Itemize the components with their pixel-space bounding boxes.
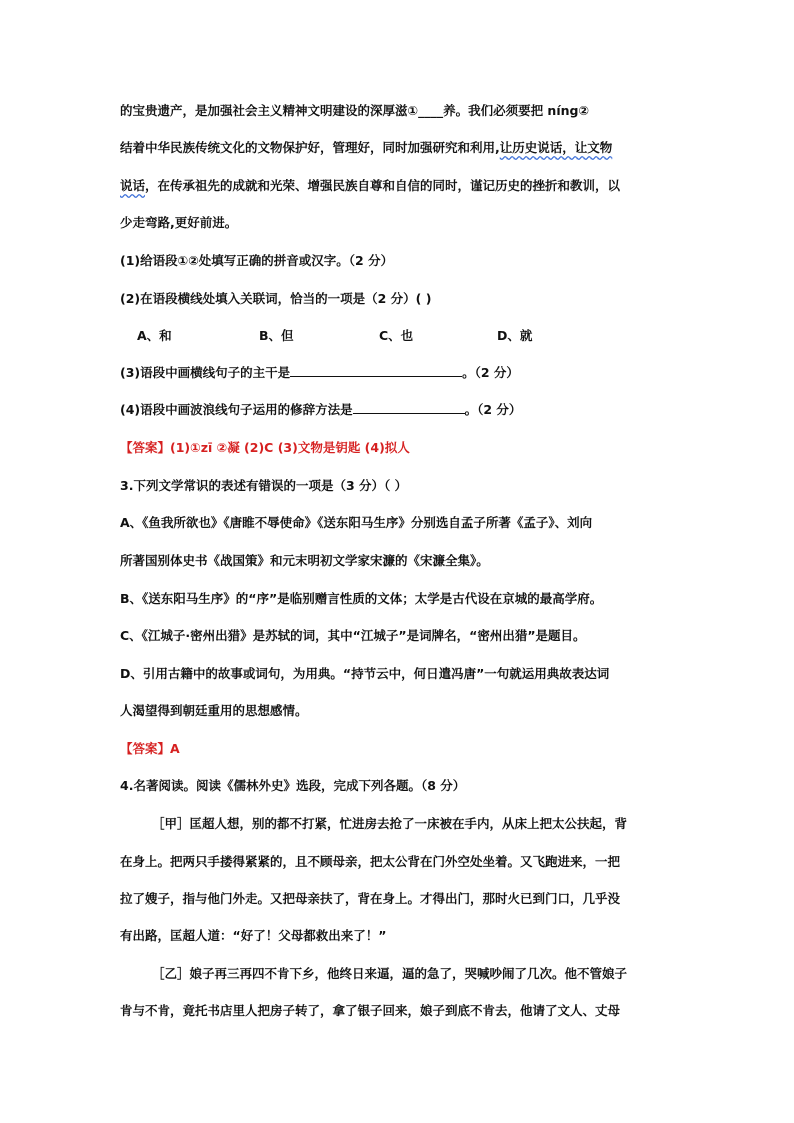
question-2-sub-1: (1)给语段①②处填写正确的拼音或汉字。（2 分）	[120, 253, 394, 268]
passage-line-4: 少走弯路,更好前进。	[120, 215, 238, 230]
question-3-option-c: C、《江城子·密州出猎》是苏轼的词，其中“江城子”是词牌名，“密州出猎”是题目。	[120, 628, 586, 643]
answer-blank-3[interactable]	[290, 364, 462, 377]
sub-4-prefix: (4)语段中画波浪线句子运用的修辞方法是	[120, 402, 353, 417]
option-b: B、但	[259, 328, 294, 343]
option-d: D、就	[497, 328, 533, 343]
question-3-option-a-line-2: 所著国别体史书《战国策》和元末明初文学家宋濂的《宋濂全集》。	[120, 553, 489, 568]
sub-3-prefix: (3)语段中画横线句子的主干是	[120, 365, 291, 380]
question-3-option-d-line-2: 人渴望得到朝廷重用的思想感情。	[120, 703, 308, 718]
question-3-answer: 【答案】A	[120, 741, 180, 756]
excerpt-jia-line-3: 拉了嫂子，指与他门外走。又把母亲扶了，背在身上。才得出门，那时火已到门口，几乎没	[120, 891, 621, 906]
passage-line-2-text: 结着中华民族传统文化的文物保护好，管理好，同时加强研究和利用,	[120, 140, 500, 155]
question-2-answer: 【答案】(1)①zī ②凝 (2)C (3)文物是钥匙 (4)拟人	[120, 440, 410, 455]
excerpt-jia-line-1: ［甲］匡超人想，别的都不打紧，忙进房去抢了一床被在手内，从床上把太公扶起，背	[152, 816, 628, 831]
question-3-option-b: B、《送东阳马生序》的“序”是临别赠言性质的文体；太学是古代设在京城的最高学府。	[120, 591, 603, 606]
question-4-title: 4.名著阅读。阅读《儒林外史》选段，完成下列各题。（8 分）	[120, 778, 466, 793]
wavy-underlined-sentence-part-1: 让历史说话，让文物	[499, 140, 613, 155]
passage-line-3	[120, 176, 620, 194]
question-3-title: 3.下列文学常识的表述有错误的一项是（3 分）（ ）	[120, 478, 408, 493]
sub-3-suffix: 。（2 分）	[462, 365, 519, 380]
answer-blank-4[interactable]	[353, 401, 465, 414]
excerpt-yi-line-2: 肯与不肯，竟托书店里人把房子转了，拿了银子回来，娘子到底不肯去，他请了文人、丈母	[120, 1003, 621, 1018]
question-2-sub-4	[120, 400, 521, 418]
option-c: C、也	[379, 328, 414, 343]
excerpt-jia-line-4: 有出路，匡超人道：“好了！父母都救出来了！”	[120, 928, 387, 943]
question-2-sub-2: (2)在语段横线处填入关联词，恰当的一项是（2 分）( )	[120, 291, 432, 306]
excerpt-yi-line-1: ［乙］娘子再三再四不肯下乡，他终日来逼，逼的急了，哭喊吵闹了几次。他不管娘子	[152, 966, 628, 981]
passage-line-3-text: ，在传承祖先的成就和光荣、增强民族自尊和自信的同时，谨记历史的挫折和教训，以	[145, 178, 621, 193]
wavy-underlined-sentence-part-2: 说话	[120, 178, 146, 193]
passage-line-1: 的宝贵遗产，是加强社会主义精神文明建设的深厚滋①____养。我们必须要把 níng②	[120, 103, 590, 118]
question-3-option-a-line-1: A、《鱼我所欲也》《唐睢不辱使命》《送东阳马生序》分别选自孟子所著《孟子》、刘向	[120, 515, 593, 530]
excerpt-jia-line-2: 在身上。把两只手搂得紧紧的，且不顾母亲，把太公背在门外空处坐着。又飞跑进来，一把	[120, 854, 621, 869]
passage-line-2	[120, 138, 612, 156]
option-a: A、和	[137, 328, 172, 343]
question-3-option-d-line-1: D、引用古籍中的故事或词句，为用典。“持节云中，何日遣冯唐”一句就运用典故表达词	[120, 666, 610, 681]
question-2-sub-3	[120, 363, 519, 381]
sub-4-suffix: 。（2 分）	[464, 402, 522, 417]
